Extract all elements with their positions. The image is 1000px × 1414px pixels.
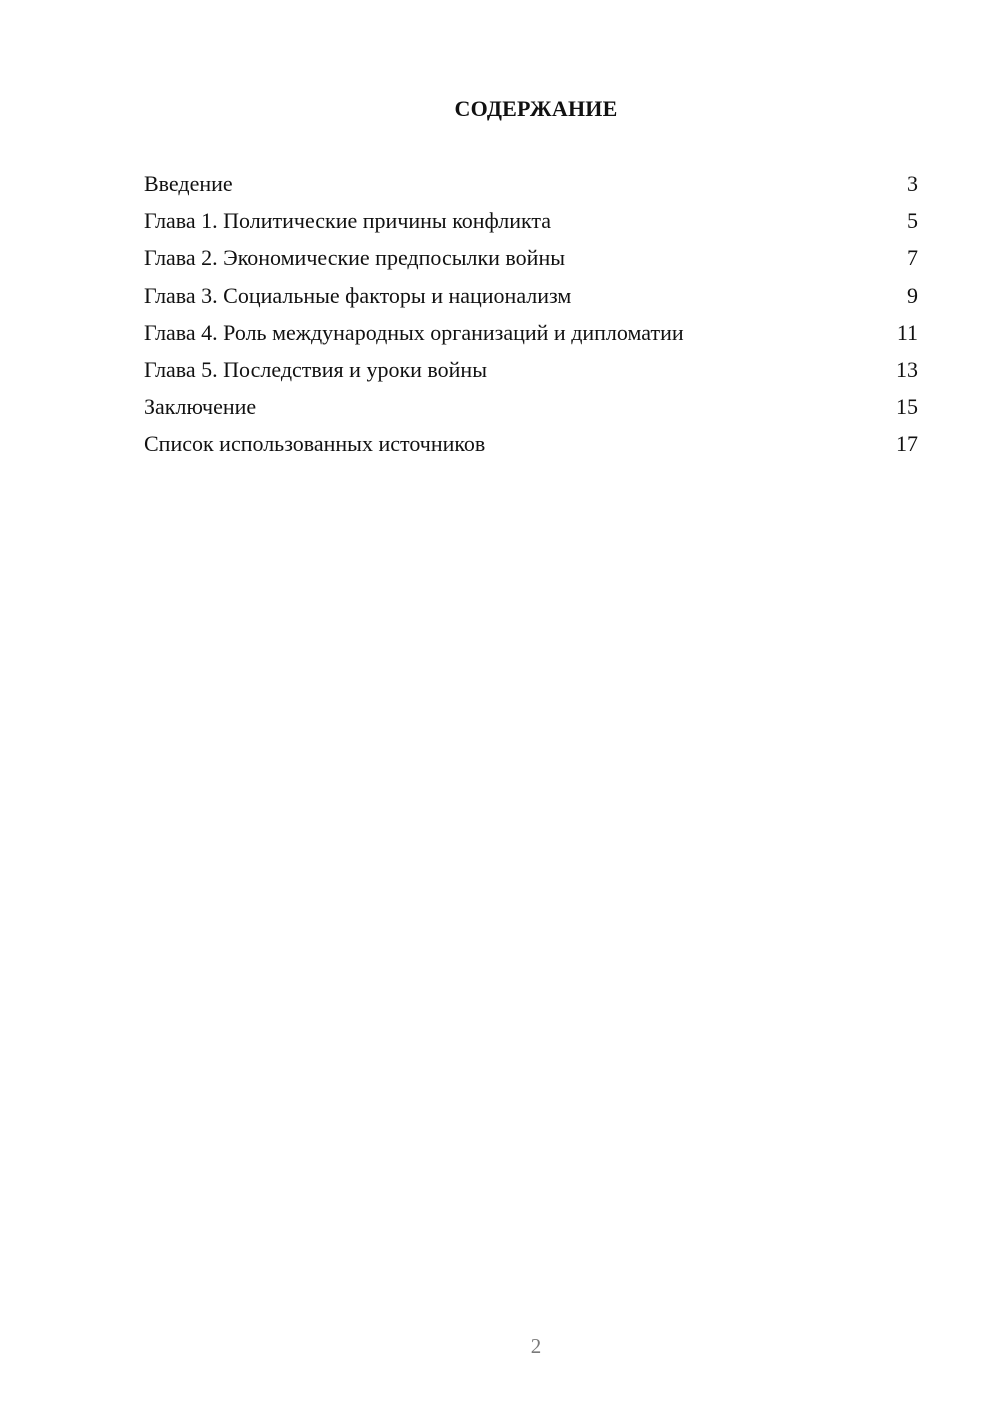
toc-entry-references <box>144 428 918 465</box>
toc-entry-introduction <box>144 168 918 205</box>
toc-entry-chapter-5 <box>144 354 918 391</box>
toc-entry-label: Список использованных источников <box>144 431 486 457</box>
toc-entry-chapter-2 <box>144 242 918 279</box>
toc-entry-page: 7 <box>907 245 918 271</box>
toc-entry-label: Глава 2. Экономические предпосылки войны <box>144 245 565 271</box>
toc-entry-conclusion <box>144 391 918 428</box>
toc-entry-label: Заключение <box>144 394 257 420</box>
toc-entry-page: 13 <box>896 356 918 382</box>
toc-entry-chapter-4 <box>144 317 918 354</box>
toc-entry-label: Глава 3. Социальные факторы и национализм <box>144 282 572 308</box>
toc-entry-label: Введение <box>144 171 233 196</box>
toc-entry-label: Глава 4. Роль международных организаций и дипломатии <box>144 319 684 345</box>
toc-entry-page: 9 <box>907 282 918 308</box>
page-number: 2 <box>530 1334 542 1358</box>
toc-entry-chapter-1 <box>144 205 918 242</box>
toc-entry-chapter-3 <box>144 280 918 317</box>
toc-entry-page: 17 <box>896 431 918 457</box>
toc-title: СОДЕРЖАНИЕ <box>454 96 618 121</box>
toc-entry-page: 11 <box>896 319 918 345</box>
toc-entry-page: 3 <box>907 171 918 196</box>
table-of-contents <box>144 168 918 466</box>
toc-entry-label: Глава 1. Политические причины конфликта <box>144 208 552 234</box>
toc-entry-page: 15 <box>896 394 918 420</box>
toc-entry-label: Глава 5. Последствия и уроки войны <box>144 356 487 382</box>
toc-entry-page: 5 <box>907 208 918 234</box>
